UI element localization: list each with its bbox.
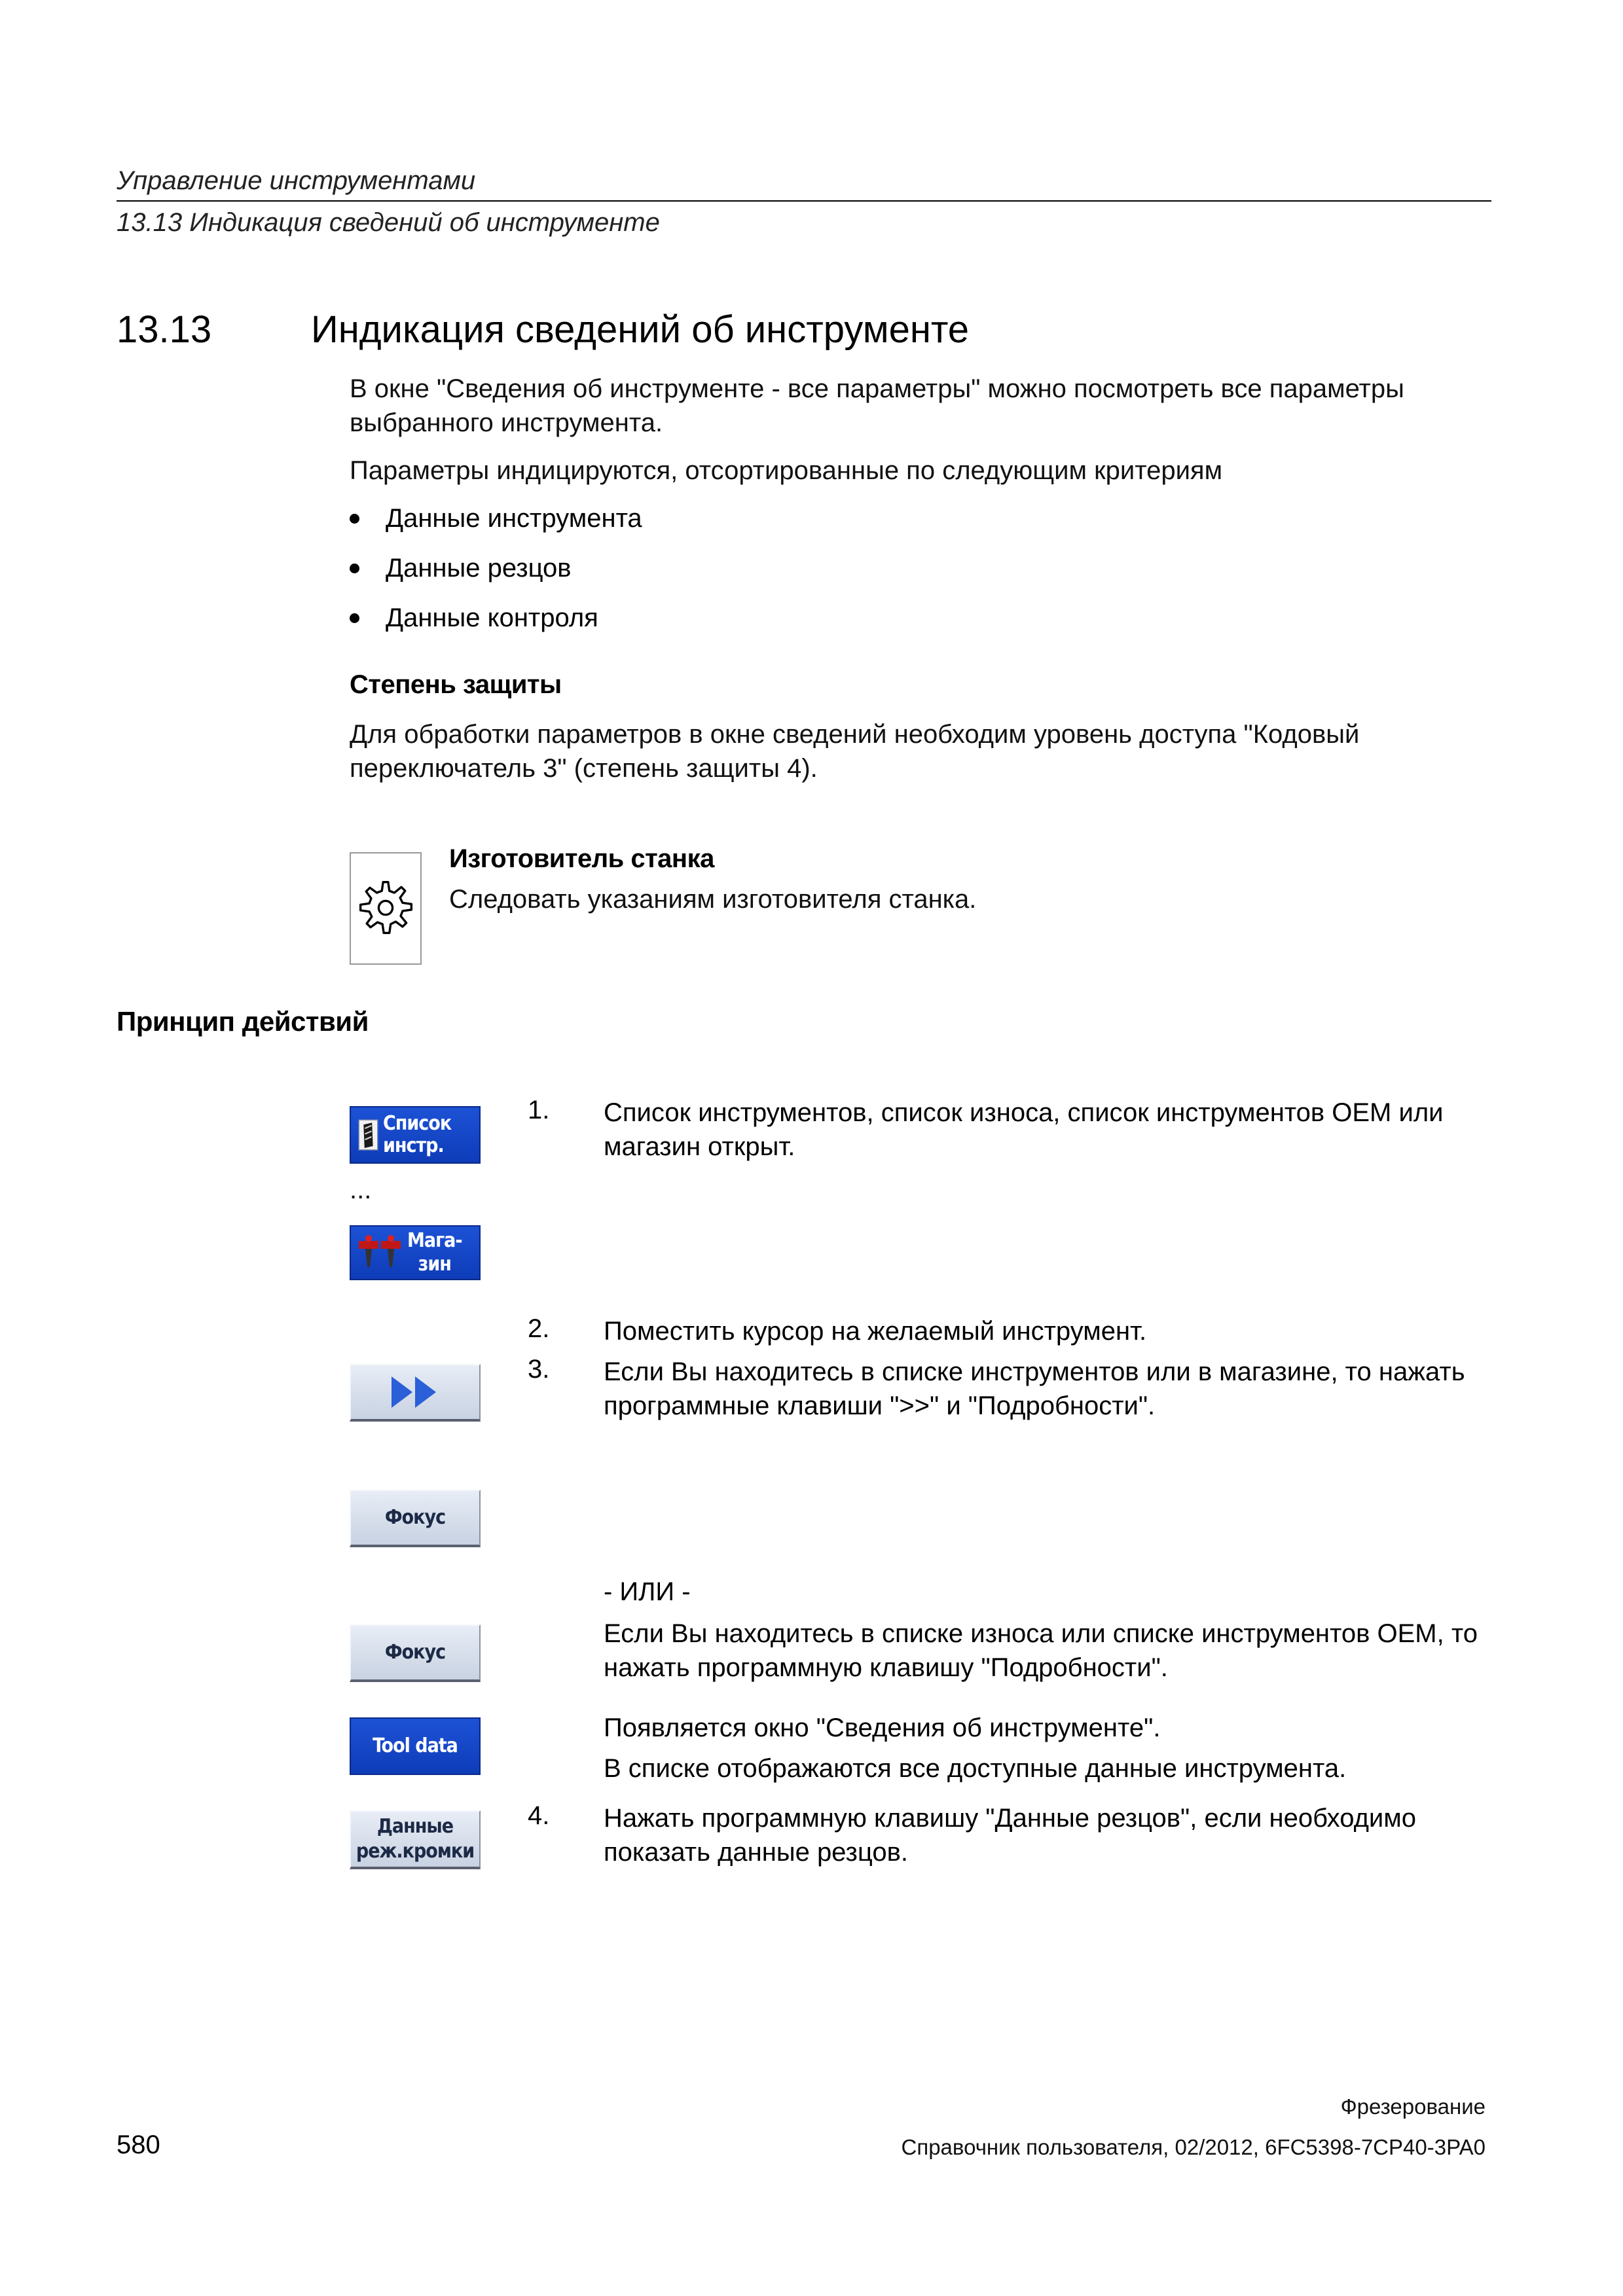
running-header-section: 13.13 Индикация сведений об инструменте [117, 208, 660, 237]
step-3-text: Если Вы находитесь в списке инструментов или в магазине, то нажать программные клавиши ">>" и "Подробности". [604, 1357, 1465, 1420]
manufacturer-text: Следовать указаниям изготовителя станка. [449, 885, 977, 914]
step-1-number: 1. [528, 1096, 550, 1124]
focus-softkey-1 [350, 1490, 481, 1547]
or-separator: - ИЛИ - [604, 1577, 691, 1606]
magazine-softkey-label-line1: Мага- [407, 1229, 462, 1252]
forward-arrows-icon [388, 1374, 443, 1410]
intro-paragraph-2: Параметры индицируются, отсортированные по следующим критериям [350, 456, 1223, 485]
magazine-softkey [350, 1225, 481, 1280]
protection-text: Для обработки параметров в окне сведений необходим уровень доступа "Кодовый переключатель 3" (степень защиты 4). [350, 720, 1360, 783]
bullet-text: Данные резцов [386, 554, 572, 583]
magazine-softkey-text [407, 1229, 462, 1276]
gear-icon [354, 877, 417, 940]
result-text-1: Появляется окно "Сведения об инструменте". [604, 1713, 1161, 1742]
tool-data-softkey [350, 1717, 481, 1775]
step-2-text: Поместить курсор на желаемый инструмент. [604, 1317, 1147, 1346]
step-4-number: 4. [528, 1801, 550, 1830]
step-4-text: Нажать программную клавишу "Данные резцов", если необходимо показать данные резцов. [604, 1804, 1417, 1867]
manufacturer-note-box [350, 852, 422, 965]
step-3-number: 3. [528, 1355, 550, 1384]
step-1-text: Список инструментов, список износа, список инструментов OEM или магазин открыт. [604, 1098, 1444, 1161]
edge-data-softkey-label-line2: реж.кромки [356, 1840, 475, 1863]
focus-softkey-1-label: Фокус [384, 1506, 446, 1529]
bullet-item [350, 603, 598, 633]
alternative-text: Если Вы находитесь в списке износа или списке инструментов OEM, то нажать программную клавишу "Подробности". [604, 1619, 1478, 1682]
bullet-text: Данные инструмента [386, 504, 642, 533]
manufacturer-heading: Изготовитель станка [449, 844, 714, 873]
protection-heading: Степень защиты [350, 670, 562, 699]
tool-list-softkey [350, 1106, 481, 1164]
focus-softkey-2 [350, 1624, 481, 1682]
forward-softkey [350, 1364, 481, 1422]
bullet-item [350, 504, 642, 533]
bullet-dot-icon [350, 613, 359, 623]
tool-list-icon [357, 1111, 379, 1158]
bullet-dot-icon [350, 514, 359, 524]
footer-manual: Справочник пользователя, 02/2012, 6FC5398-7CP40-3PA0 [901, 2135, 1486, 2159]
bullet-dot-icon [350, 564, 359, 573]
bullet-text: Данные контроля [386, 603, 598, 632]
section-number: 13.13 [117, 308, 212, 351]
tool-data-softkey-label: Tool data [373, 1734, 458, 1757]
magazine-icon [357, 1232, 403, 1274]
bullet-item [350, 554, 572, 583]
page-number: 580 [117, 2130, 160, 2159]
focus-softkey-2-label: Фокус [384, 1641, 446, 1664]
running-header-chapter: Управление инструментами [117, 166, 476, 195]
section-title: Индикация сведений об инструменте [311, 308, 970, 351]
step-2-number: 2. [528, 1314, 550, 1343]
edge-data-softkey-text [356, 1814, 474, 1864]
tool-list-softkey-label: Список инстр. [382, 1112, 452, 1157]
result-text-2: В списке отображаются все доступные данные инструмента. [604, 1754, 1347, 1783]
intro-paragraph-1: В окне "Сведения об инструменте - все параметры" можно посмотреть все параметры выбранного инструмента. [350, 374, 1404, 437]
footer-product: Фрезерование [1340, 2094, 1486, 2119]
procedure-heading: Принцип действий [117, 1006, 369, 1037]
header-divider [117, 200, 1491, 202]
magazine-softkey-label-line2: зин [418, 1253, 451, 1276]
ellipsis: ... [350, 1175, 372, 1204]
edge-data-softkey-label-line1: Данные [376, 1815, 454, 1838]
edge-data-softkey [350, 1810, 481, 1869]
